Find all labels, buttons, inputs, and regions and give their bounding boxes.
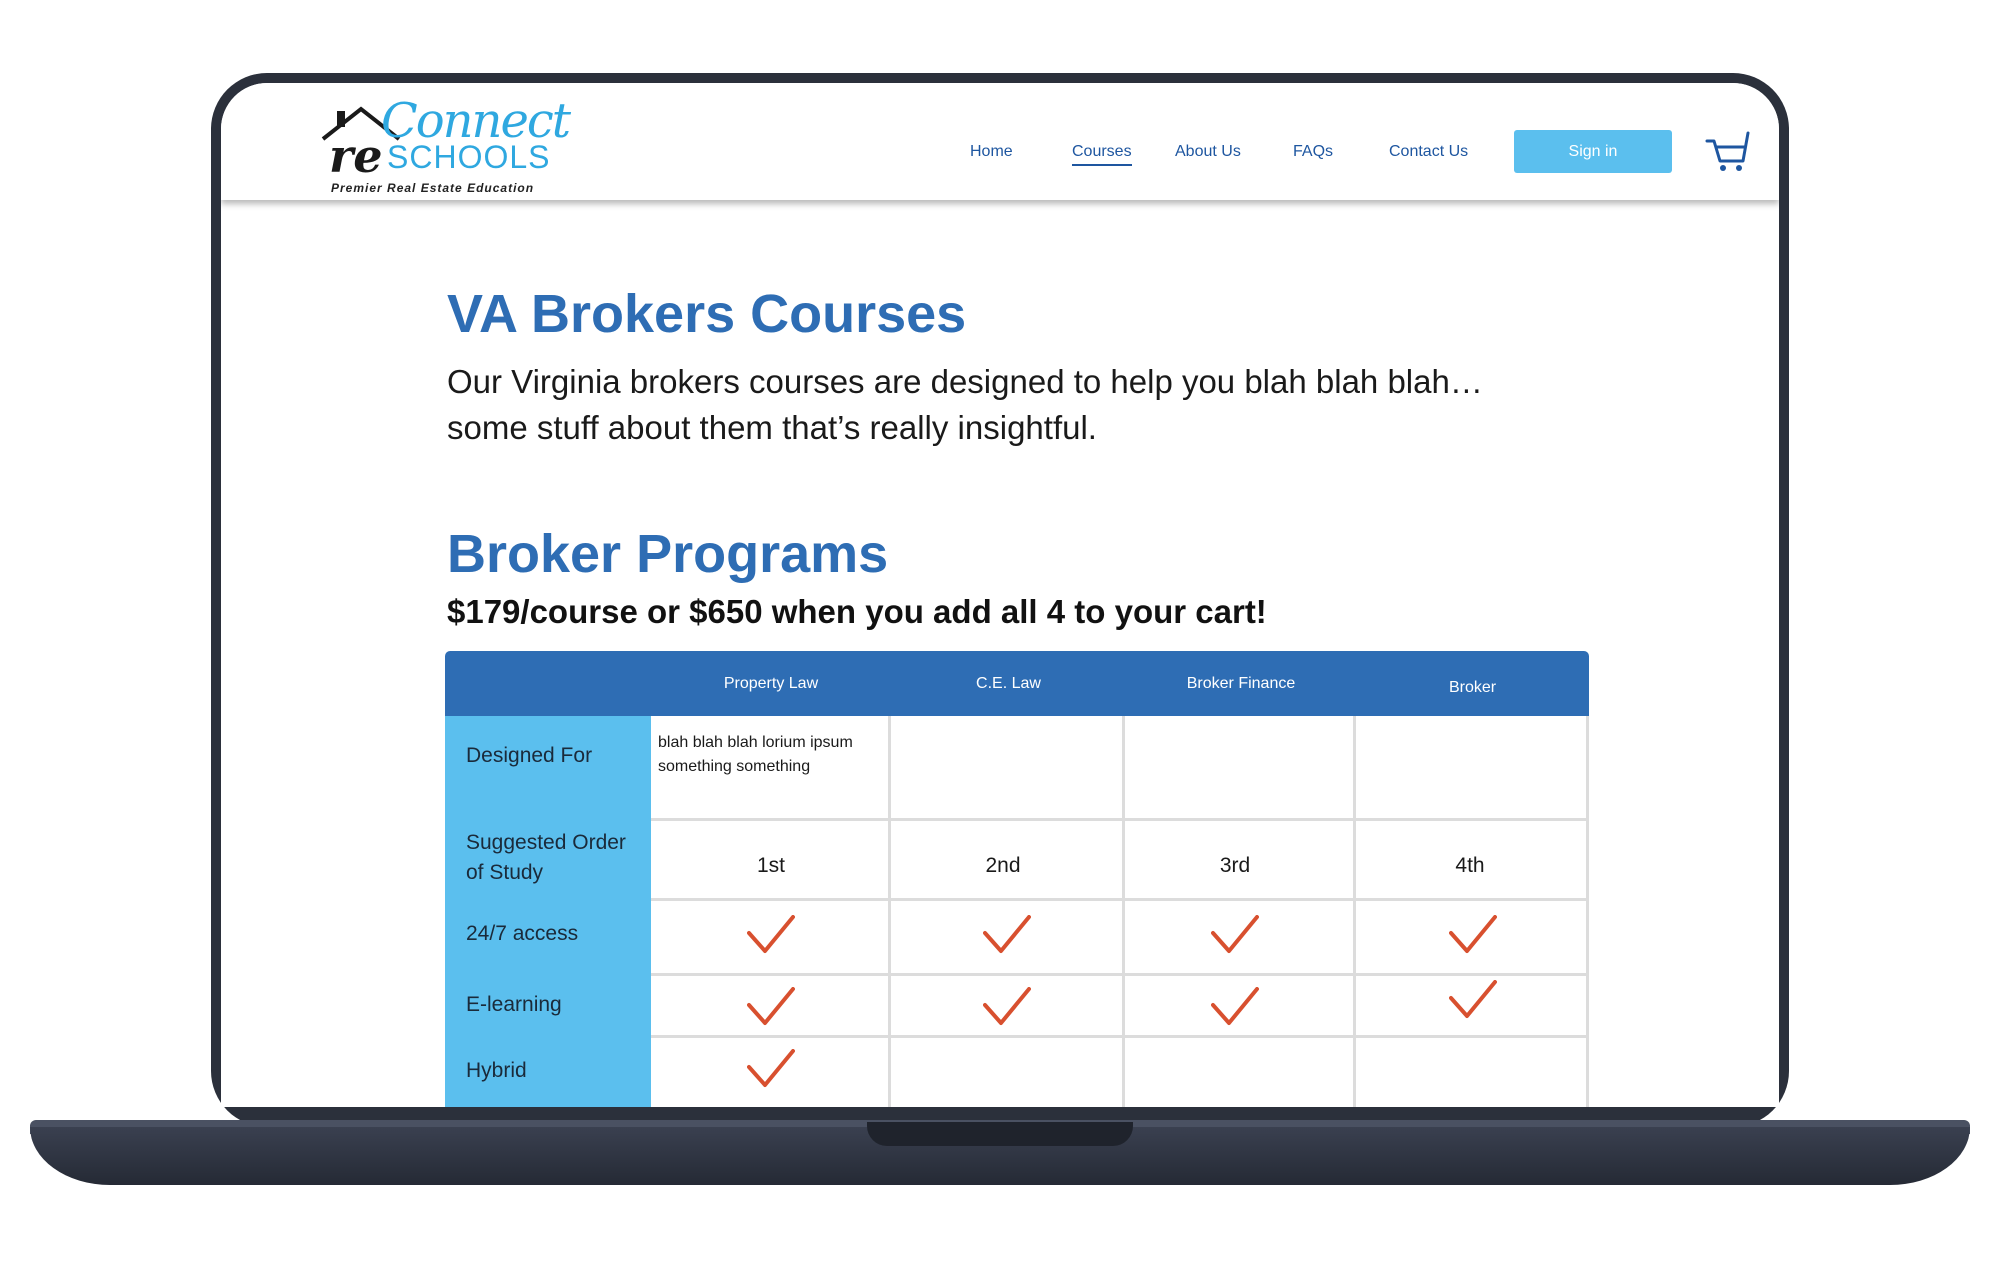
page-title: VA Brokers Courses [447,284,967,344]
row-label-order-of-study: Suggested Order of Study [466,831,626,884]
col-header-broker-finance: Broker Finance [1186,675,1296,692]
row-label-hybrid: Hybrid [466,1059,527,1082]
check-icon [1449,980,1497,1020]
grid-line [651,818,1589,821]
check-icon [983,987,1031,1027]
col-header-broker: Broker [1448,679,1497,696]
designed-for-property-law: blah blah blah lorium ipsum something something [658,734,853,775]
logo-re-text: re [329,129,383,183]
laptop-notch [867,1122,1133,1146]
nav-home[interactable]: Home [970,143,1013,160]
grid-line [888,716,891,1107]
order-broker: 4th [1455,854,1485,877]
programs-title: Broker Programs [447,524,889,584]
check-icon [1211,987,1259,1027]
logo-script-text: Connect [381,93,570,149]
check-icon [747,915,795,955]
check-icon [1211,915,1259,955]
order-property-law: 1st [756,854,785,877]
grid-line [1586,716,1589,1107]
check-icon [747,987,795,1027]
grid-line [651,973,1589,976]
price-line: $179/course or $650 when you add all 4 to your cart! [447,593,1267,630]
row-label-designed-for: Designed For [466,744,593,767]
grid-line [1122,716,1125,1107]
shopping-cart-icon[interactable] [1705,131,1751,173]
row-label-access: 24/7 access [466,922,579,945]
nav-about-us[interactable]: About Us [1175,143,1241,160]
check-icon [747,1049,795,1089]
grid-line [651,898,1589,901]
sign-in-button[interactable]: Sign in [1514,130,1672,173]
row-label-column [445,716,651,1107]
col-header-ce-law: C.E. Law [976,675,1041,692]
nav-courses[interactable]: Courses [1072,143,1132,166]
browser-viewport [221,83,1779,1107]
row-label-elearning: E-learning [466,993,562,1016]
site-header [221,83,1779,200]
check-icon [1449,915,1497,955]
intro-paragraph: Our Virginia brokers courses are designed to help you blah blah blah… some stuff about them that’s really insightful. [447,363,1483,446]
logo-tagline: Premier Real Estate Education [331,181,535,195]
site-logo[interactable] [321,93,570,195]
order-ce-law: 2nd [985,854,1021,877]
nav-contact-us[interactable]: Contact Us [1389,143,1469,160]
table-header [445,651,1589,716]
grid-line [1353,716,1356,1107]
col-header-property-law: Property Law [723,675,819,692]
logo-schools-text: SCHOOLS [387,139,551,175]
nav-faqs[interactable]: FAQs [1293,143,1334,160]
grid-line [651,1035,1589,1038]
order-broker-finance: 3rd [1219,854,1251,877]
check-icon [983,915,1031,955]
